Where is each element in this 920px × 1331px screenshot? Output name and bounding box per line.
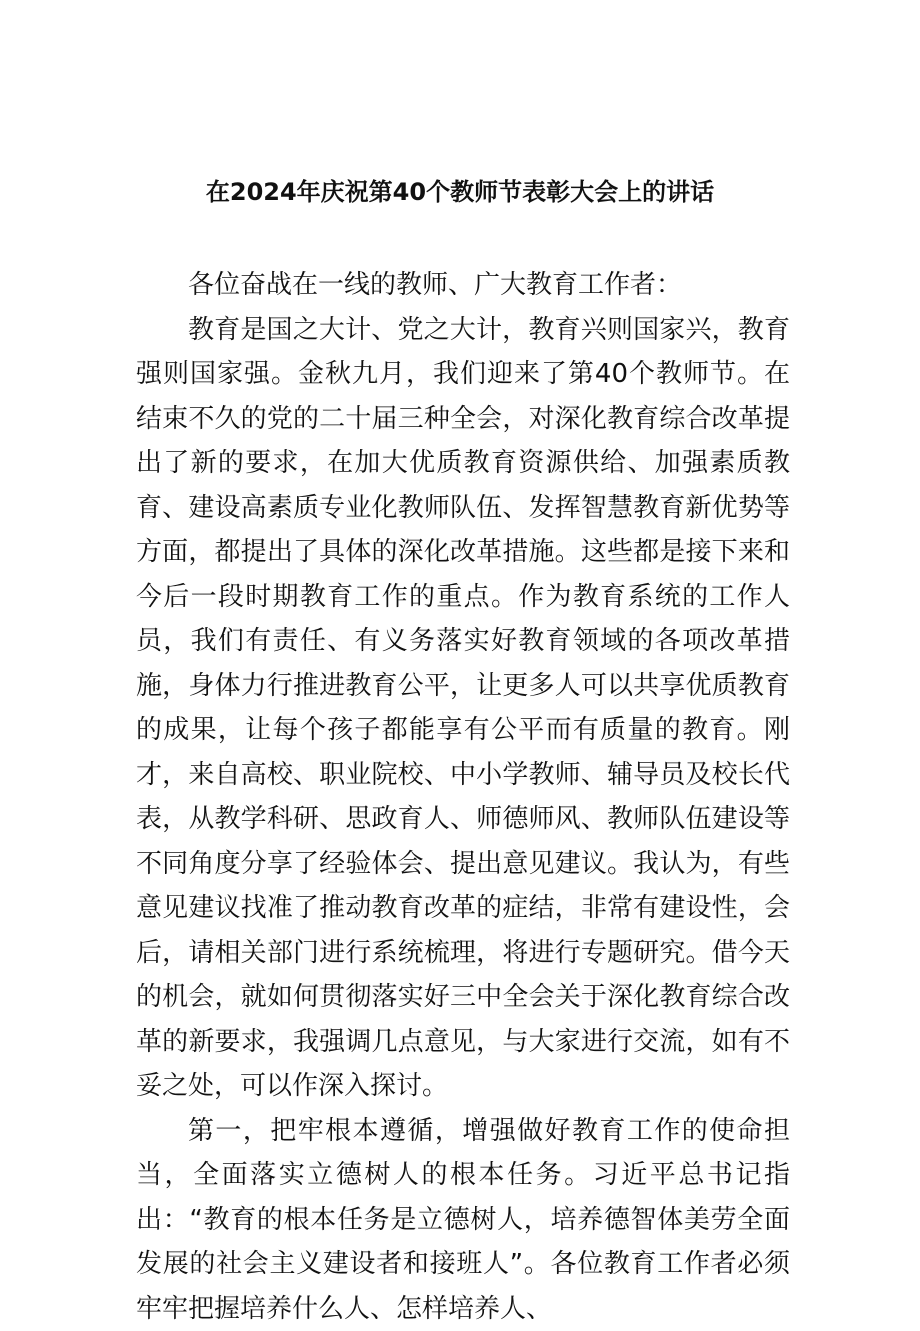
document-body (136, 263, 790, 1331)
body-paragraph: 第一，把牢根本遵循，增强做好教育工作的使命担当，全面落实立德树人的根本任务。习近平总书记指出：“教育的根本任务是立德树人，培养德智体美劳全面发展的社会主义建设者和接班人”。各位教育工作者必须牢牢把握培养什么人、怎样培养人、 (136, 1109, 790, 1331)
document-title: 在2024年庆祝第40个教师节表彰大会上的讲话 (0, 172, 920, 212)
body-paragraph: 教育是国之大计、党之大计，教育兴则国家兴，教育强则国家强。金秋九月，我们迎来了第40个教师节。在结束不久的党的二十届三种全会，对深化教育综合改革提出了新的要求，在加大优质教育资源供给、加强素质教育、建设高素质专业化教师队伍、发挥智慧教育新优势等方面，都提出了具体的深化改革措施。这些都是接下来和今后一段时期教育工作的重点。作为教育系统的工作人员，我们有责任、有义务落实好教育领域的各项改革措施，身体力行推进教育公平，让更多人可以共享优质教育的成果，让每个孩子都能享有公平而有质量的教育。刚才，来自高校、职业院校、中小学教师、辅导员及校长代表，从教学科研、思政育人、师德师风、教师队伍建设等不同角度分享了经验体会、提出意见建议。我认为，有些意见建议找准了推动教育改革的症结，非常有建设性，会后，请相关部门进行系统梳理，将进行专题研究。借今天的机会，就如何贯彻落实好三中全会关于深化教育综合改革的新要求，我强调几点意见，与大家进行交流，如有不妥之处，可以作深入探讨。 (136, 308, 790, 1109)
salutation-paragraph: 各位奋战在一线的教师、广大教育工作者： (136, 263, 790, 308)
